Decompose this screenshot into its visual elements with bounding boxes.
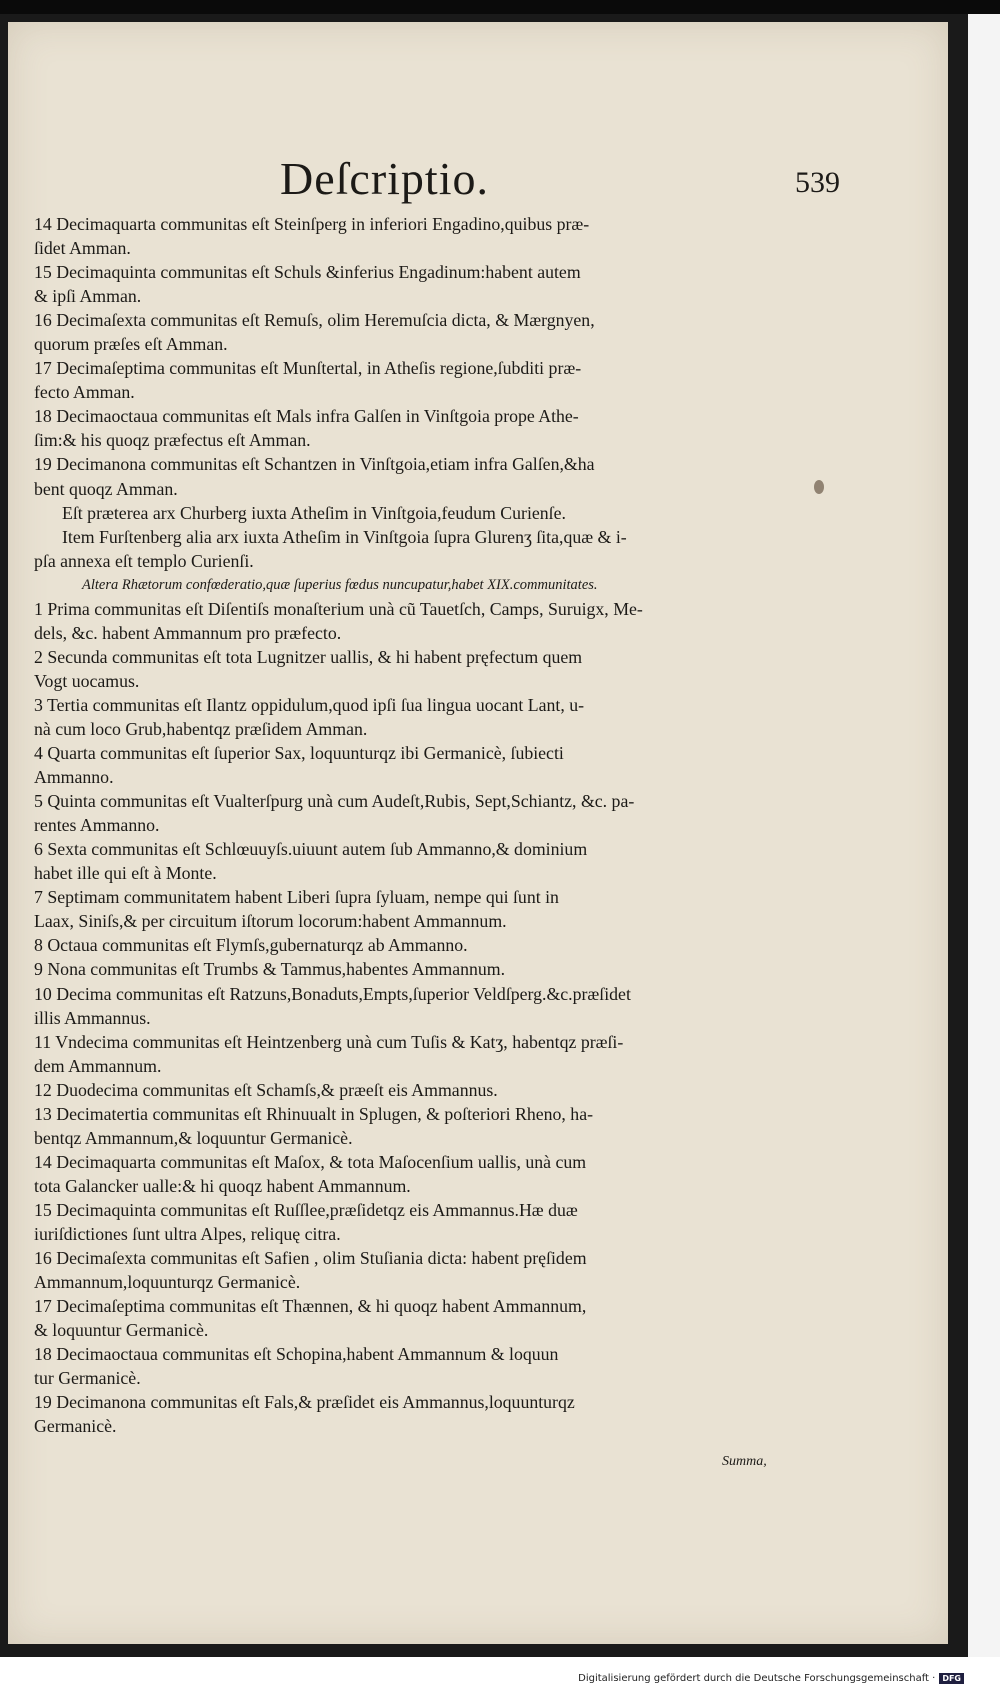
text-line: 14 Decimaquarta communitas eſt Steinſperg in inferiori Engadino,quibus præ- <box>34 214 590 234</box>
text-line: Germanicè. <box>34 1416 117 1437</box>
text-line: habet ille qui eſt à Monte. <box>34 863 217 884</box>
text-line: Item Furſtenberg alia arx iuxta Atheſim in Vinſtgoia ſupra Glurenʒ ſita,quæ & i- <box>62 526 627 547</box>
text-line: 15 Decimaquinta communitas eſt Ruſſlee,præſidetqz eis Ammannus.Hæ duæ <box>34 1199 578 1220</box>
text-line: Ammannum,loquunturqz Germanicè. <box>34 1272 301 1293</box>
text-line: rentes Ammanno. <box>34 815 160 836</box>
text-line: 18 Decimaoctaua communitas eſt Mals infra Galſen in Vinſtgoia prope Athe- <box>34 406 579 427</box>
text-line: 18 Decimaoctaua communitas eſt Schopina,habent Ammannum & loquun <box>34 1344 559 1365</box>
text-line: tota Galancker ualle:& hi quoqz habent Ammannum. <box>34 1175 411 1196</box>
text-line: quorum præſes eſt Amman. <box>34 334 228 355</box>
text-line: 6 Sexta communitas eſt Schlœuuyſs.uiuunt autem ſub Ammanno,& dominium <box>34 839 588 860</box>
text-line: 10 Decima communitas eſt Ratzuns,Bonaduts,Empts,ſuperior Veldſperg.&c.præſidet <box>34 983 631 1004</box>
text-line: 3 Tertia communitas eſt Ilantz oppidulum,quod ipſi ſua lingua uocant Lant, u- <box>34 694 585 715</box>
text-line: Eſt præterea arx Churberg iuxta Atheſim in Vinſtgoia,feudum Curienſe. <box>62 502 566 523</box>
page-number: 539 <box>795 166 840 199</box>
text-line: Ammanno. <box>34 767 114 788</box>
body-text <box>34 212 786 1438</box>
text-line: bent quoqz Amman. <box>34 478 178 499</box>
text-line: dem Ammannum. <box>34 1055 162 1076</box>
text-line: 15 Decimaquinta communitas eſt Schuls &inferius Engadinum:habent autem <box>34 262 581 283</box>
text-line: fecto Amman. <box>34 382 135 403</box>
ink-blot <box>814 480 824 494</box>
text-line: 19 Decimanona communitas eſt Schantzen in Vinſtgoia,etiam infra Galſen,&ha <box>34 454 595 475</box>
text-line: pſa annexa eſt templo Curienſi. <box>34 550 254 571</box>
text-line: ſim:& his quoqz præfectus eſt Amman. <box>34 430 311 451</box>
text-line: nà cum loco Grub,habentqz præſidem Amman. <box>34 718 368 739</box>
right-margin-strip <box>968 14 1000 1657</box>
text-line: 13 Decimatertia communitas eſt Rhinuualt in Splugen, & poſteriori Rheno, ha- <box>34 1103 594 1124</box>
catchword: Summa, <box>722 1454 767 1469</box>
text-line: 7 Septimam communitatem habent Liberi ſupra ſyluam, nempe qui ſunt in <box>34 887 559 908</box>
footer-text: Digitalisierung gefördert durch die Deutsche Forschungsgemeinschaft · <box>578 1673 936 1684</box>
text-line: dels, &c. habent Ammannum pro præfecto. <box>34 622 342 643</box>
text-line: 8 Octaua communitas eſt Flymſs,gubernaturqz ab Ammanno. <box>34 935 468 956</box>
page-header <box>280 152 840 212</box>
dfg-logo-icon: DFG <box>939 1673 964 1684</box>
running-title: Deſcriptio. <box>280 153 489 204</box>
text-line: 1 Prima communitas eſt Diſentiſs monaſterium unà cũ Tauetſch, Camps, Suruigx, Me- <box>34 598 643 619</box>
text-line: bentqz Ammannum,& loquuntur Germanicè. <box>34 1127 353 1148</box>
text-line: 19 Decimanona communitas eſt Fals,& præſidet eis Ammannus,loquunturqz <box>34 1392 575 1413</box>
text-line: & ipſi Amman. <box>34 286 142 307</box>
text-line: tur Germanicè. <box>34 1368 141 1389</box>
text-line: 4 Quarta communitas eſt ſuperior Sax, loquunturqz ibi Germanicè, ſubiecti <box>34 743 564 764</box>
text-line: Laax, Siniſs,& per circuitum iſtorum locorum:habent Ammannum. <box>34 911 507 932</box>
text-line: 16 Decimaſexta communitas eſt Remuſs, olim Heremuſcia dicta, & Mærgnyen, <box>34 310 595 331</box>
text-line: 5 Quinta communitas eſt Vualterſpurg unà cum Audeſt,Rubis, Sept,Schiantz, &c. pa- <box>34 791 635 812</box>
footer-credit <box>578 1673 964 1684</box>
text-line: 16 Decimaſexta communitas eſt Safien , olim Stuſiania dicta: habent pręſidem <box>34 1248 587 1269</box>
text-line: ſidet Amman. <box>34 238 131 259</box>
text-line: Vogt uocamus. <box>34 670 140 691</box>
text-line: 12 Duodecima communitas eſt Schamſs,& præeſt eis Ammannus. <box>34 1079 498 1100</box>
text-line: 11 Vndecima communitas eſt Heintzenberg unà cum Tuſis & Katʒ, habentqz præſi- <box>34 1031 624 1052</box>
text-line: 17 Decimaſeptima communitas eſt Munſtertal, in Atheſis regione,ſubditi præ- <box>34 358 582 379</box>
text-line: 14 Decimaquarta communitas eſt Maſox, & tota Maſocenſium uallis, unà cum <box>34 1151 587 1172</box>
text-line: 17 Decimaſeptima communitas eſt Thænnen, & hi quoqz habent Ammannum, <box>34 1296 587 1317</box>
text-line: iuriſdictiones ſunt ultra Alpes, reliquę citra. <box>34 1223 341 1244</box>
text-line: & loquuntur Germanicè. <box>34 1320 209 1341</box>
text-line: illis Ammannus. <box>34 1007 151 1028</box>
text-line: 9 Nona communitas eſt Trumbs & Tammus,habentes Ammannum. <box>34 959 506 980</box>
text-line: 2 Secunda communitas eſt tota Lugnitzer uallis, & hi habent pręfectum quem <box>34 646 583 667</box>
text-line: Altera Rhætorum confœderatio,quæ ſuperius fœdus nuncupatur,habet XIX.communitates. <box>82 576 598 593</box>
top-black-bar <box>0 0 1000 14</box>
